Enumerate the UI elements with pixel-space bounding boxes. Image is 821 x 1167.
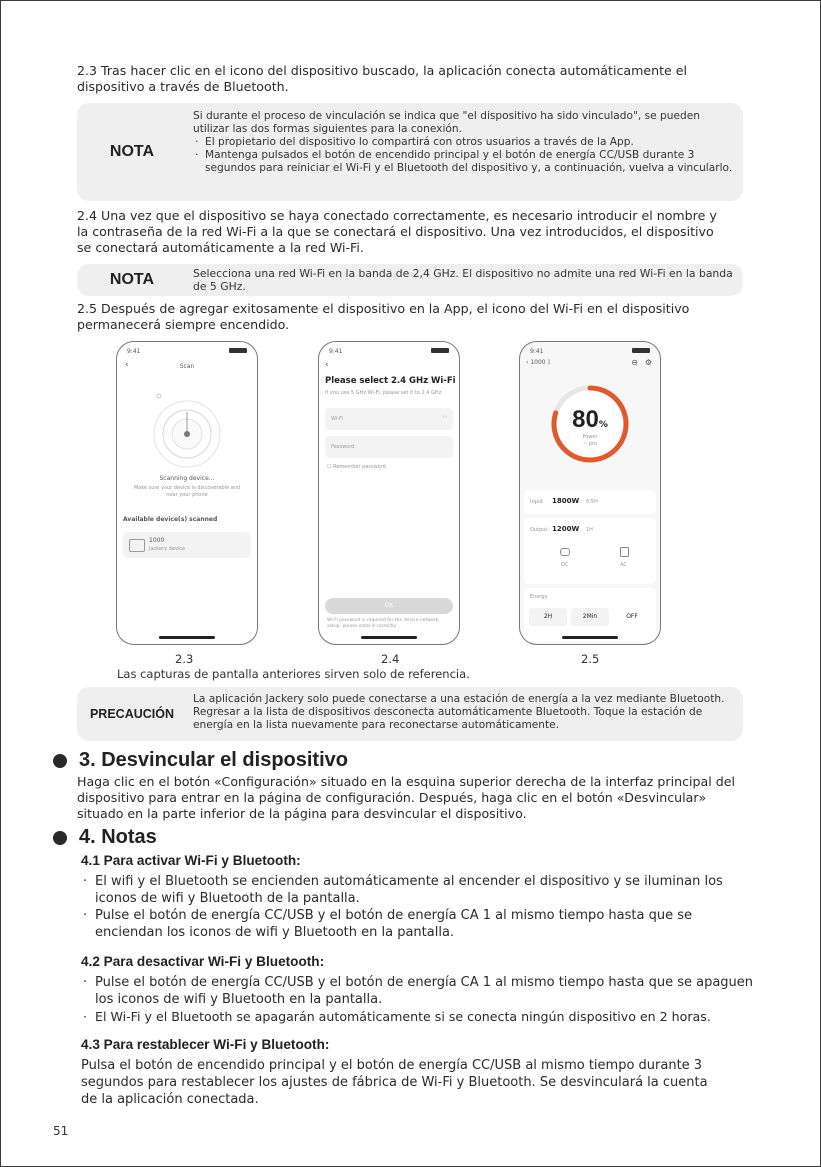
back-chevron-icon[interactable]: ‹ — [526, 359, 529, 366]
caption-2-4: 2.4 — [381, 652, 400, 666]
list-item: · El Wi-Fi y el Bluetooth se apagarán automáticamente si se conecta ningún dispositivo en 2 horas. — [81, 1008, 801, 1025]
step-2-4-line-3: se conectará automáticamente a la red Wi-Fi. — [77, 240, 364, 255]
device-name: 1000 — [530, 359, 546, 366]
remember-label: Remember password — [333, 464, 386, 470]
reference-caption: Las capturas de pantalla anteriores sirven solo de referencia. — [117, 667, 470, 681]
home-indicator — [159, 636, 215, 639]
caution-label: PRECAUCIÓN — [89, 707, 175, 721]
step-2-5-paragraph — [77, 301, 757, 333]
section-4-1-title: 4.1 Para activar Wi-Fi y Bluetooth: — [81, 853, 301, 868]
settings-gear-icon[interactable]: ⚙ — [644, 358, 652, 367]
cloud-icon: ⊖ — [631, 358, 638, 367]
row-extra: 1H — [586, 527, 593, 533]
bluetooth-icon: ᛒ — [547, 359, 552, 366]
section-4-title: 4. Notas — [79, 826, 157, 848]
footer-note: Wi-Fi password is required for the device network setup, please enter it correctly — [327, 618, 439, 629]
battery-icon — [632, 348, 650, 353]
wifi-placeholder: Wi-Fi — [331, 416, 343, 422]
bullet-dot-icon — [53, 831, 67, 845]
input-power-row — [524, 490, 656, 514]
row-label: Input — [530, 499, 543, 505]
section-title: Energy — [530, 594, 548, 600]
phone-screenshot-scan — [116, 341, 258, 645]
note-item: · Mantenga pulsados el botón de encendido principal y el botón de energía CC/USB durante 3 segundos para reiniciar el Wi-Fi y el Bluetooth del dispositivo y, a continuación, vuelva a vincularlo. — [193, 149, 733, 175]
list-item: · Pulse el botón de energía CC/USB y el botón de energía CA 1 al mismo tiempo hasta que se enciendan los iconos de wifi y Bluetooth en la pantalla. — [81, 907, 761, 941]
section-4-3-body: Pulsa el botón de encendido principal y el botón de energía CC/USB al mismo tiempo durante 3 segundos para restablecer los ajustes de fábrica de Wi-Fi y Bluetooth. Se desvinculará la cuenta de la aplicación conectada. — [81, 1058, 708, 1107]
page-number: 51 — [53, 1124, 69, 1138]
note-intro: Si durante el proceso de vinculación se indica que "el dispositivo ha sido vinculado", se pueden utilizar las dos formas siguientes para la conexión. — [193, 110, 700, 135]
device-header — [526, 359, 551, 366]
gauge-readout — [520, 406, 660, 434]
output-power-card — [524, 518, 656, 584]
section-3-heading — [53, 749, 348, 772]
device-name: 1000 — [149, 537, 165, 544]
list-item: · Pulse el botón de energía CC/USB y el botón de energía CA 1 al mismo tiempo hasta que se apaguen los iconos de wifi y Bluetooth en la pantalla. — [81, 974, 761, 1008]
wifi-password-input[interactable] — [325, 436, 453, 458]
device-icon — [129, 539, 145, 552]
home-indicator — [361, 636, 417, 639]
timer-option-button[interactable]: 2Min — [571, 608, 609, 626]
status-time: 9:41 — [127, 348, 141, 355]
device-subtitle: Jackery device — [149, 546, 186, 552]
device-list-item[interactable] — [123, 532, 251, 558]
gauge-label: Power — [582, 434, 598, 440]
percent-unit: % — [598, 420, 608, 430]
note-label: NOTA — [109, 271, 155, 288]
step-2-3-line-2: dispositivo a través de Bluetooth. — [77, 79, 289, 94]
wifi-icon: ◠ — [442, 415, 447, 421]
note-label: NOTA — [109, 143, 155, 160]
status-time: 9:41 — [530, 348, 544, 355]
battery-icon — [229, 348, 247, 353]
section-4-2 — [81, 954, 801, 1025]
step-2-4-line-2: la contraseña de la red Wi-Fi a la que se conectará el dispositivo. Una vez introducidos, el dispositivo — [77, 224, 714, 239]
caution-box — [77, 687, 743, 741]
list-item: · El wifi y el Bluetooth se encienden automáticamente al encender el dispositivo y se iluminan los iconos de wifi y Bluetooth de la pantalla. — [81, 873, 761, 907]
note-item: · El propietario del dispositivo lo compartirá con otros usuarios a través de la App. — [193, 136, 733, 149]
caution-text: La aplicación Jackery solo puede conectarse a una estación de energía a la vez mediante Bluetooth. Regresar a la lista de dispositivos desconecta automáticamente Bluetooth. Toque la estación de energía en la lista nuevamente para reconectarse automáticamente. — [193, 693, 725, 731]
section-4-heading — [53, 826, 157, 849]
wifi-name-input[interactable] — [325, 408, 453, 430]
screen-subtitle: If you use 5 GHz Wi-Fi, please set it to 2.4 GHz — [325, 390, 442, 396]
checkbox-icon: ☐ — [327, 464, 332, 470]
step-2-3-paragraph — [77, 63, 757, 95]
row-value: 1200W — [552, 525, 580, 533]
section-4-3-title: 4.3 Para restablecer Wi-Fi y Bluetooth: — [81, 1037, 330, 1052]
phone-screenshot-wifi — [318, 341, 460, 645]
status-time: 9:41 — [329, 348, 343, 355]
back-chevron-icon[interactable]: ‹ — [325, 360, 329, 370]
note-body — [193, 110, 733, 175]
step-2-3-line-1: 2.3 Tras hacer clic en el icono del dispositivo buscado, la aplicación conecta automáticamente el — [77, 63, 688, 78]
note-list — [193, 136, 733, 175]
screen-title: Scan — [179, 363, 195, 370]
section-4-2-title: 4.2 Para desactivar Wi-Fi y Bluetooth: — [81, 954, 325, 969]
remember-checkbox[interactable] — [327, 464, 386, 470]
phone-screenshot-device — [519, 341, 661, 645]
caption-2-5: 2.5 — [581, 652, 600, 666]
bullet-dot-icon — [53, 754, 67, 768]
timer-option-button[interactable]: OFF — [613, 608, 651, 626]
scan-radar-icon — [151, 390, 223, 470]
note-box-wifi-band — [77, 264, 743, 296]
section-3-body: Haga clic en el botón «Configuración» situado en la esquina superior derecha de la interfaz principal del dispositivo para entrar en la página de configuración. Después, haga clic en el botón «Desvincular» situado en la parte inferior de la página para desvincular el dispositivo. — [77, 774, 735, 821]
scan-hint: Make sure your device is discoverable and near your phone — [133, 485, 241, 498]
step-2-5-line-1: 2.5 Después de agregar exitosamente el dispositivo en la App, el icono del Wi-Fi en el dispositivo — [77, 301, 690, 316]
section-title: Available device(s) scanned — [123, 516, 218, 523]
dc-port-icon[interactable] — [560, 548, 570, 556]
section-3-title: 3. Desvincular el dispositivo — [79, 749, 348, 771]
screen-title: Please select 2.4 GHz Wi-Fi — [325, 376, 456, 386]
ac-label: AC — [620, 562, 627, 568]
battery-percent: 80 — [572, 406, 599, 433]
home-indicator — [562, 636, 618, 639]
ok-button[interactable]: OK — [325, 598, 453, 614]
caption-2-3: 2.3 — [175, 652, 194, 666]
step-2-4-paragraph — [77, 208, 757, 256]
row-value: 1800W — [552, 497, 580, 505]
energy-options-card — [524, 588, 656, 642]
step-2-4-line-1: 2.4 Una vez que el dispositivo se haya conectado correctamente, es necesario introducir el nombre y — [77, 208, 717, 223]
section-4-3 — [81, 1037, 721, 1108]
note-text: Selecciona una red Wi-Fi en la banda de 2,4 GHz. El dispositivo no admite una red Wi-Fi en la banda de 5 GHz. — [193, 267, 733, 293]
ac-port-icon[interactable] — [620, 547, 629, 557]
dc-label: DC — [561, 562, 569, 568]
row-extra: 0.5H — [586, 499, 598, 505]
step-2-5-line-2: permanecerá siempre encendido. — [77, 317, 290, 332]
section-4-1 — [81, 853, 781, 941]
battery-icon — [431, 348, 449, 353]
gauge-sub: ~ pro — [583, 441, 597, 447]
timer-option-button[interactable]: 2H — [529, 608, 567, 626]
note-box-pairing — [77, 103, 743, 201]
password-placeholder: Password — [331, 444, 355, 450]
row-label: Output — [530, 527, 548, 533]
back-chevron-icon: ‹ — [125, 360, 129, 370]
scanning-status: Scanning device... — [159, 475, 215, 482]
